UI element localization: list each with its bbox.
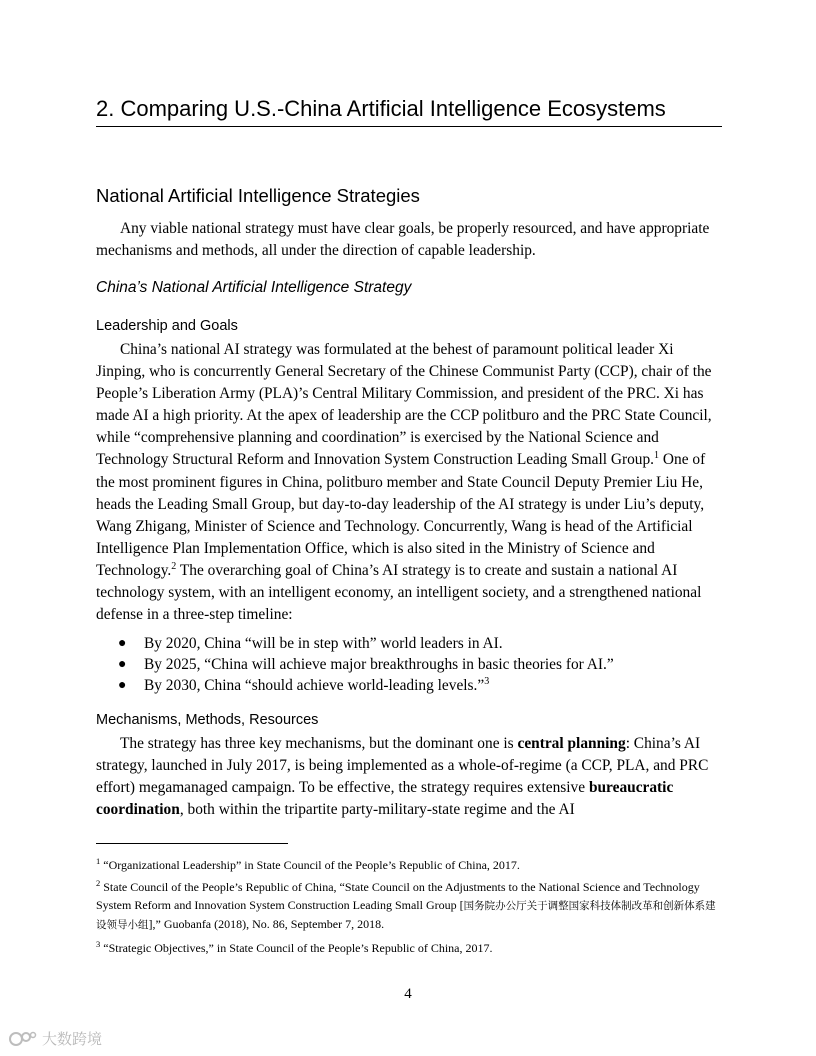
list-item (96, 633, 722, 654)
list-item-text: By 2025, “China will achieve major breakthroughs in basic theories for AI.” (144, 656, 614, 673)
leadership-text-1: China’s national AI strategy was formulated at the behest of paramount political leader Xi Jinping, who is concurrently General Secretary of the Chinese Communist Party (CCP), chair of the People’s Liberation Army (PLA)’s Central Military Commission, and president of the PRC. Xi has made AI a high priority. At the apex of leadership are the CCP politburo and the PRC State Council, while “comprehensive planning and coordination” is exercised by the National Science and Technology Structural Reform and Innovation System Construction Leading Small Group. (96, 341, 712, 469)
section-title: National Artificial Intelligence Strategies (96, 185, 420, 206)
page-number: 4 (404, 986, 412, 1002)
footnote-ref-2[interactable]: 2 (171, 560, 177, 572)
leadership-paragraph (96, 339, 722, 626)
footnote-text: ],” Guobanfa (2018), No. 86, September 7, 2018. (148, 917, 385, 931)
timeline-list (96, 633, 722, 696)
watermark (8, 1028, 102, 1049)
mechanisms-heading: Mechanisms, Methods, Resources (96, 712, 319, 728)
mechanisms-bold-2: bureaucratic coordination (96, 779, 674, 819)
mechanisms-paragraph (96, 733, 722, 821)
footnote-number: 3 (96, 939, 101, 949)
mechanisms-text-2: : China’s AI strategy, launched in July 2017, is being implemented as a whole-of-regime (a CCP, PLA, and PRC effort) megamanaged campaign. To be effective, the strategy requires extensive (96, 735, 709, 797)
leadership-text-2: One of the most prominent figures in China, politburo member and State Council Deputy Premier Liu He, heads the Leading Small Group, but day-to-day leadership of the AI strategy is under Liu’s deputy, Wang Zhigang, Minister of Science and Technology. Concurrently, Wang is head of the Artificial Intelligence Plan Implementation Office, which is also sited in the Ministry of Science and Technology. (96, 451, 706, 579)
footnote-3 (96, 939, 722, 957)
list-item (96, 654, 722, 675)
footnote-cjk-text: 国务院办公厅关于调整国家科技体制改革和创新体系建设领导小组 (96, 900, 716, 931)
footnote-number: 2 (96, 878, 101, 888)
list-item (96, 675, 722, 696)
footnote-text: State Council of the People’s Republic of China, “State Council on the Adjustments to the National Science and Technology System Reform and Innovation System Construction Leading Small Group [ (96, 880, 700, 912)
footnote-ref-1[interactable]: 1 (654, 450, 660, 462)
chapter-title: 2. Comparing U.S.-China Artificial Intelligence Ecosystems (96, 94, 722, 127)
intro-paragraph: Any viable national strategy must have clear goals, be properly resourced, and have appropriate mechanisms and methods, all under the direction of capable leadership. (96, 220, 710, 260)
footnote-text: “Strategic Objectives,” in State Council of the People’s Republic of China, 2017. (103, 941, 493, 955)
mechanisms-text-3: , both within the tripartite party-military-state regime and the AI (179, 801, 575, 819)
watermark-logo-icon (8, 1029, 38, 1049)
footnote-divider (96, 843, 288, 844)
list-item-text: By 2030, China “should achieve world-leading levels.” (144, 677, 485, 694)
leadership-text-3: The overarching goal of China’s AI strategy is to create and sustain a national AI technology system, with an intelligent economy, an intelligent society, and a strengthened national defense in a three-step timeline: (96, 561, 702, 624)
bullet-icon: ● (118, 657, 127, 672)
mechanisms-bold-1: central planning (517, 735, 626, 752)
mechanisms-text-1: The strategy has three key mechanisms, but the dominant one is (120, 735, 518, 752)
subsection-title: China’s National Artificial Intelligence Strategy (96, 279, 412, 296)
list-item-text: By 2020, China “will be in step with” world leaders in AI. (144, 635, 503, 652)
footnote-1 (96, 856, 722, 874)
watermark-text: 大数跨境 (42, 1030, 103, 1048)
footnote-2 (96, 878, 722, 934)
footnote-number: 1 (96, 856, 101, 866)
footnote-ref-3[interactable]: 3 (484, 675, 490, 687)
bullet-icon: ● (118, 678, 127, 693)
leadership-heading: Leadership and Goals (96, 318, 238, 334)
footnote-text: “Organizational Leadership” in State Council of the People’s Republic of China, 2017. (103, 858, 520, 872)
bullet-icon: ● (118, 636, 127, 651)
